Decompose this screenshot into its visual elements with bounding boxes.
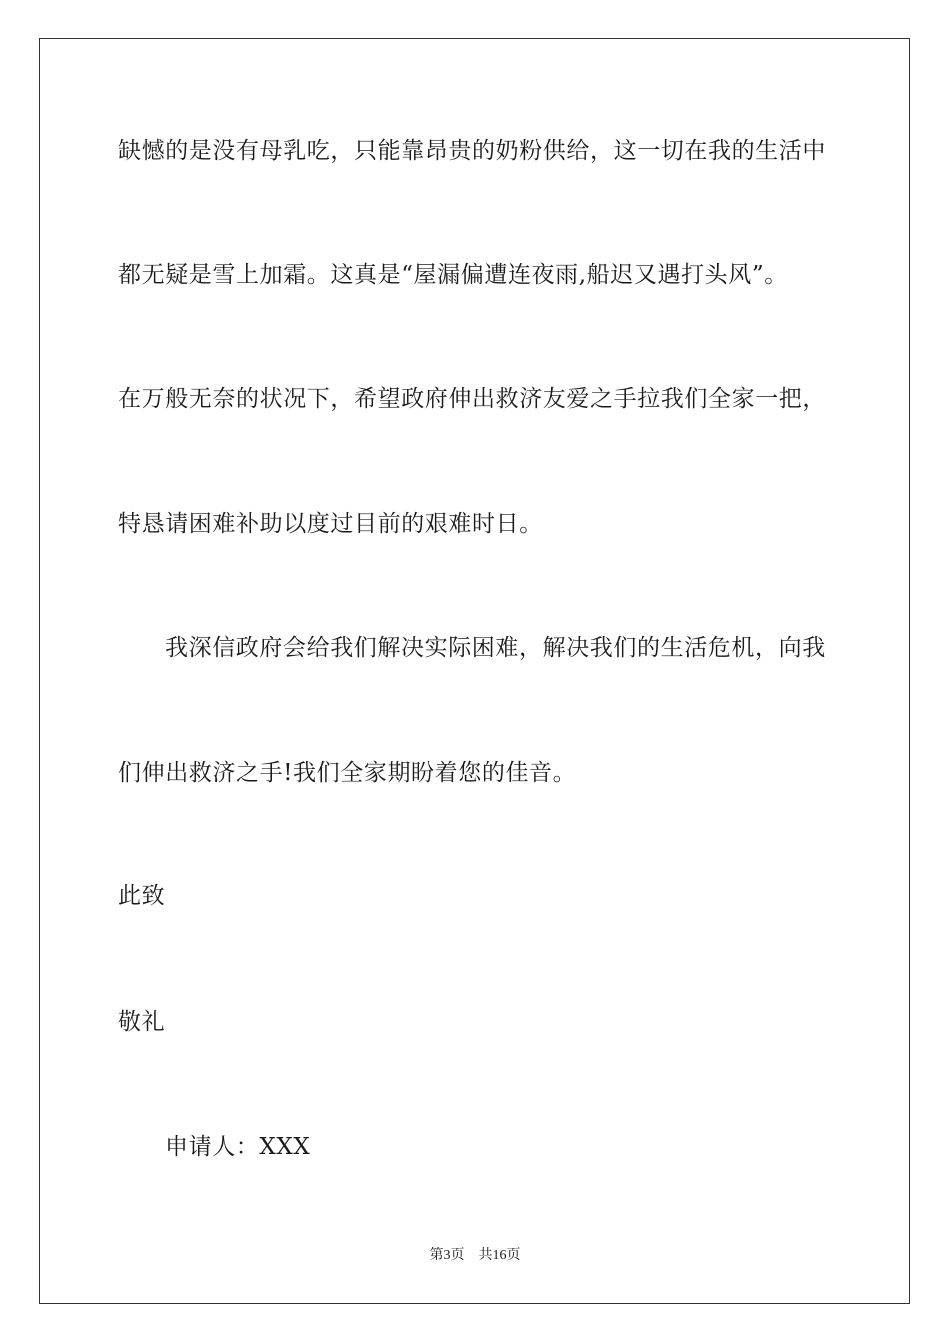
page-total: 共16页 bbox=[478, 1248, 521, 1263]
page-footer bbox=[0, 1247, 950, 1265]
body-text-line: 我深信政府会给我们解决实际困难，解决我们的生活危机，向我 bbox=[165, 635, 826, 661]
applicant-signature: 申请人：XXX bbox=[165, 1134, 311, 1160]
body-text-line: 特恳请困难补助以度过目前的艰难时日。 bbox=[118, 511, 543, 537]
page-border bbox=[39, 38, 910, 1304]
body-text-line: 们伸出救济之手!我们全家期盼着您的佳音。 bbox=[118, 760, 577, 786]
closing-salutation: 此致 bbox=[118, 883, 166, 909]
page-number: 第3页 bbox=[429, 1248, 465, 1263]
body-text-line: 缺憾的是没有母乳吃，只能靠昂贵的奶粉供给，这一切在我的生活中 bbox=[118, 138, 826, 164]
closing-regards: 敬礼 bbox=[118, 1009, 166, 1035]
body-text-line: 都无疑是雪上加霜。这真是“屋漏偏遭连夜雨,船迟又遇打头风”。 bbox=[118, 262, 788, 288]
body-text-line: 在万般无奈的状况下，希望政府伸出救济友爱之手拉我们全家一把， bbox=[118, 386, 826, 412]
